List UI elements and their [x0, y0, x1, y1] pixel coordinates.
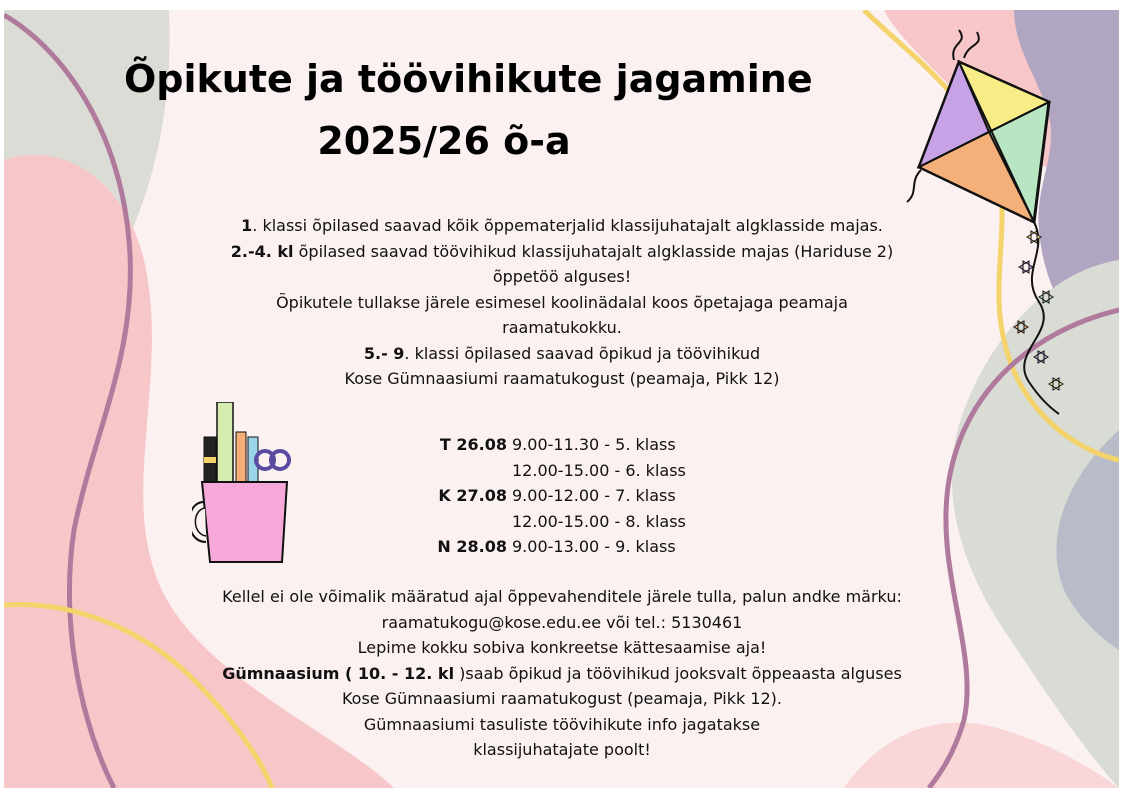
- schedule-list: [409, 432, 709, 560]
- schedule-time: 9.00-12.00 - 7. klass: [512, 486, 676, 505]
- intro-line: [154, 213, 970, 239]
- title-line-1: Õpikute ja töövihikute jagamine: [124, 57, 813, 101]
- title-line-2: 2025/26 õ-a: [317, 119, 571, 163]
- notice-contact: raamatukogu@kose.edu.ee või tel.: 5130461: [381, 612, 743, 632]
- schedule-row: [409, 483, 709, 509]
- poster: [4, 10, 1119, 788]
- pencil-cup-icon: [192, 402, 302, 572]
- page-title: [124, 48, 813, 172]
- notice-text: [154, 584, 970, 763]
- schedule-day: [409, 458, 512, 484]
- intro-line: Õpikutele tullakse järele esimesel koolinädalal koos õpetajaga peamaja: [276, 292, 848, 312]
- schedule-time: 12.00-15.00 - 8. klass: [512, 511, 686, 531]
- intro-text-part: . klassi õpilased saavad kõik õppematerjalid klassijuhatajalt algklasside majas.: [252, 216, 883, 235]
- notice-line: Gümnaasiumi tasuliste töövihikute info jagatakse: [363, 714, 761, 734]
- intro-bold: 2.-4. kl: [230, 241, 294, 261]
- schedule-day: [409, 509, 512, 535]
- notice-line: klassijuhatajate poolt!: [473, 740, 651, 759]
- intro-line: raamatukokku.: [502, 318, 622, 337]
- schedule-time: 12.00-15.00 - 6. klass: [512, 460, 686, 480]
- schedule-time: 9.00-11.30 - 5. klass: [512, 435, 676, 454]
- intro-line: õppetöö alguses!: [492, 267, 632, 286]
- schedule-row: [409, 509, 709, 535]
- notice-line: [154, 661, 970, 687]
- intro-bold: 5.- 9: [363, 343, 405, 363]
- notice-bold: Gümnaasium ( 10. - 12. kl: [222, 663, 455, 683]
- schedule-day: K 27.08: [438, 486, 507, 505]
- schedule-row: [409, 534, 709, 560]
- schedule-time: 9.00-13.00 - 9. klass: [512, 537, 676, 556]
- intro-text-part: . klassi õpilased saavad õpikud ja töövihikud: [404, 343, 761, 363]
- notice-text-part: )saab õpikud ja töövihikud jooksvalt õppeaasta alguses: [454, 663, 902, 683]
- schedule-day: N 28.08: [437, 537, 507, 556]
- schedule-day: T 26.08: [439, 435, 507, 454]
- intro-line: [154, 239, 970, 265]
- notice-line: Kose Gümnaasiumi raamatukogust (peamaja, Pikk 12).: [341, 689, 783, 708]
- intro-bold: 1: [241, 216, 253, 235]
- notice-line: Lepime kokku sobiva konkreetse kättesaamise aja!: [357, 638, 767, 657]
- notice-line: Kellel ei ole võimalik määratud ajal õppevahenditele järele tulla, palun andke märku:: [222, 587, 902, 606]
- intro-line: Kose Gümnaasiumi raamatukogust (peamaja, Pikk 12): [344, 369, 780, 388]
- schedule-row: [409, 432, 709, 458]
- schedule-row: [409, 458, 709, 484]
- intro-text: [154, 213, 970, 392]
- intro-line: [154, 341, 970, 367]
- intro-text-part: õpilased saavad töövihikud klassijuhatajalt algklasside majas (Hariduse 2): [293, 241, 894, 261]
